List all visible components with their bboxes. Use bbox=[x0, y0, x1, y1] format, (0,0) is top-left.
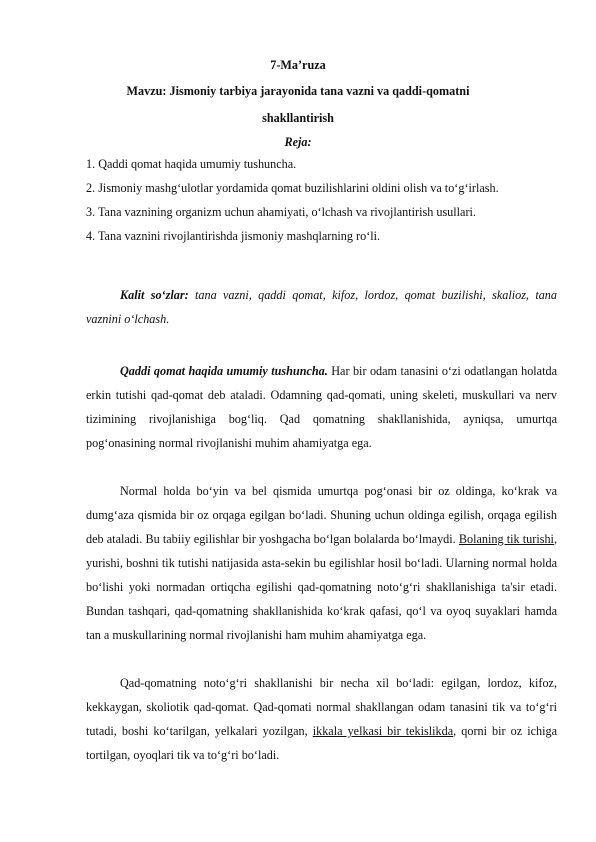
underlined-phrase: ikkala yelkasi bir tekislikda bbox=[312, 724, 454, 738]
topic-title-line1: Mavzu: Jismoniy tarbiya jarayonida tana vazni va qaddi-qomatni bbox=[126, 84, 470, 98]
paragraph-text: Normal holda bo‘yin va bel qismida umurtqa pog‘onasi bir oz oldinga, ko‘krak va dumg‘aza qismida bir oz orqaga egilgan bo‘ladi. Shuning uchun oldinga egilish, orqaga egilish deb ataladi. Bu tabiiy egilishlar bir yoshgacha bo‘lgan bolalarda bo‘lmaydi. bbox=[86, 484, 557, 546]
paragraph-general-concept bbox=[86, 359, 557, 455]
paragraph-text: , qorni bir oz ichiga tortilgan, oyoqlari tik va to‘g‘ri bo‘ladi. bbox=[86, 724, 558, 762]
plan-item-1: 1. Qaddi qomat haqida umumiy tushuncha. bbox=[86, 157, 297, 171]
plan-item-2: 2. Jismoniy mashg‘ulotlar yordamida qomat buzilishlarini oldini olish va to‘g‘irlash. bbox=[86, 181, 499, 195]
keywords-text: tana vazni, qaddi qomat, kifoz, lordoz, qomat buzilishi, skalioz, tana vaznini o‘lchash. bbox=[86, 288, 557, 326]
paragraph-text: , yurishi, boshni tik tutishi natijasida asta-sekin bu egilishlar hosil bo‘ladi. Ularning normal holda bo‘lishi yoki normadan ortiqcha egilishi qad-qomatning noto‘g‘ri shakllanishiga ta'sir etadi. Bundan tashqari, qad-qomatning shakllanishida ko‘krak qafasi, qo‘l va oyoq suyaklari hamda tan a muskullarining normal rivojlanishi ham muhim ahamiyatga ega. bbox=[86, 532, 557, 642]
plan-item-4: 4. Tana vaznini rivojlantirishda jismoniy mashqlarning ro‘li. bbox=[86, 229, 381, 243]
topic-title-line2: shakllantirish bbox=[262, 111, 334, 125]
paragraph-text: Har bir odam tanasini o‘zi odatlangan holatda erkin tutishi qad-qomat deb ataladi. Odamning qad-qomati, uning skeleti, muskullari va nerv tizimining rivojlanishiga bog‘liq. Qad qomatning shakllanishida, ayniqsa, umurtqa pog‘onasining normal rivojlanishi muhim ahamiyatga ega. bbox=[86, 364, 557, 450]
paragraph-text: Qad-qomatning noto‘g‘ri shakllanishi bir necha xil bo‘ladi: egilgan, lordoz, kifoz, kekkaygan, skoliotik qad-qomat. Qad-qomati normal shakllangan odam tanasini tik va to‘g‘ri tutadi, boshi ko‘tarilgan, yelkalari yozilgan, bbox=[86, 676, 557, 738]
paragraph-lead-heading: Qaddi qomat haqida umumiy tushuncha. bbox=[120, 364, 328, 378]
paragraph-spine-curves bbox=[86, 479, 557, 647]
plan-item-3: 3. Tana vaznining organizm uchun ahamiyati, o‘lchash va rivojlantirish usullari. bbox=[86, 205, 476, 219]
lecture-number: 7-Ma’ruza bbox=[270, 58, 326, 72]
keywords-label: Kalit so‘zlar: bbox=[120, 288, 189, 302]
plan-heading: Reja: bbox=[284, 135, 312, 149]
paragraph-posture-types bbox=[86, 671, 557, 767]
underlined-phrase: Bolaning tik turishi bbox=[458, 532, 554, 546]
keywords-paragraph bbox=[86, 283, 557, 331]
